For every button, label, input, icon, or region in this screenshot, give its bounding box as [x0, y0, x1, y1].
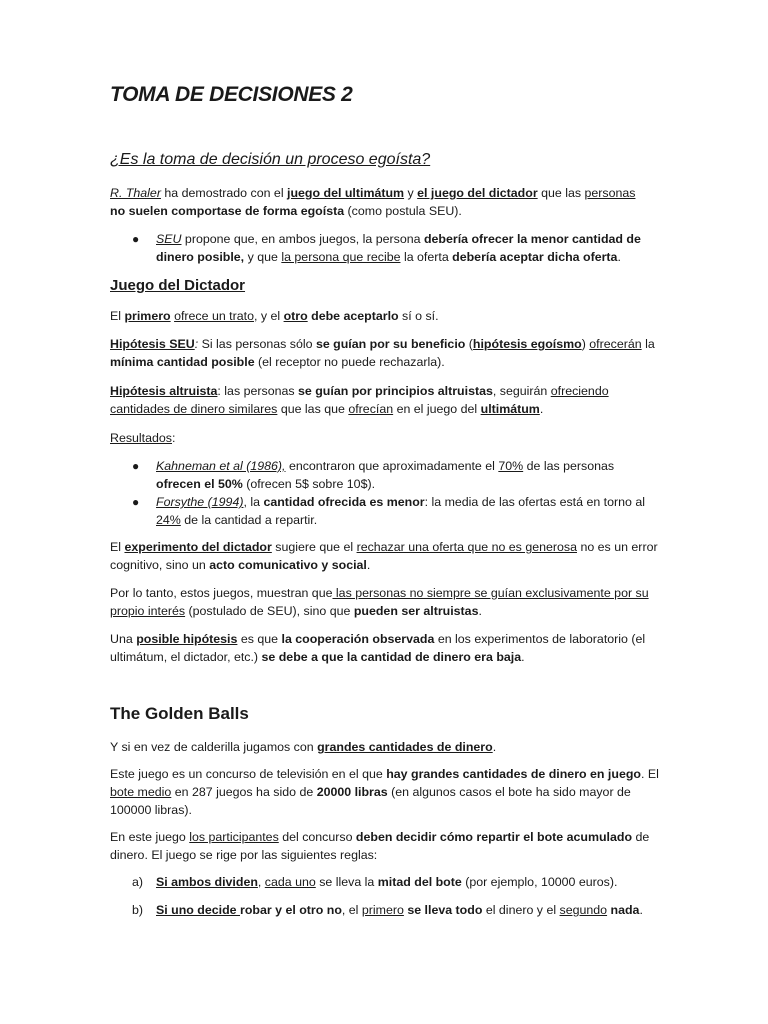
list-item-seu: ● SEU propone que, en ambos juegos, la persona debería ofrecer la menor cantidad de dinero posible, y que la persona que recibe la oferta debería aceptar dicha oferta. [132, 232, 641, 264]
label-resultados: Resultados: [110, 431, 176, 445]
paragraph-calderilla: Y si en vez de calderilla jugamos con grandes cantidades de dinero. [110, 740, 497, 754]
bullet-icon: ● [132, 495, 140, 509]
paragraph-thaler: R. Thaler ha demostrado con el juego del ultimátum y el juego del dictador que las personas no suelen comportase de forma egoísta (como postula SEU). [110, 186, 636, 218]
paragraph-hipotesis-seu: Hipótesis SEU: Si las personas sólo se guían por su beneficio (hipótesis egoísmo) ofrecerán la mínima cantidad posible (el receptor no puede rechazarla). [110, 337, 655, 369]
paragraph-experimento-dictador: El experimento del dictador sugiere que el rechazar una oferta que no es generosa no es un error cognitivo, sino un acto comunicativo y social. [110, 540, 658, 572]
list-item-rule-b: b) Si uno decide robar y el otro no, el primero se lleva todo el dinero y el segundo nada. [132, 903, 643, 917]
paragraph-reglas-intro: En este juego los participantes del concurso deben decidir cómo repartir el bote acumulado de dinero. El juego se rige por las siguientes reglas: [110, 830, 650, 862]
heading-golden-balls: The Golden Balls [110, 704, 249, 723]
paragraph-dictador-rules: El primero ofrece un trato, y el otro debe aceptarlo sí o sí. [110, 309, 439, 323]
paragraph-posible-hipotesis: Una posible hipótesis es que la cooperación observada en los experimentos de laboratorio (el ultimátum, el dictador, etc.) se debe a que la cantidad de dinero era baja. [110, 632, 646, 664]
heading-juego-dictador: Juego del Dictador [110, 277, 246, 294]
paragraph-conclusion: Por lo tanto, estos juegos, muestran que las personas no siempre se guían exclusivamente por su propio interés (postulado de SEU), sino que pueden ser altruistas. [110, 586, 649, 618]
section-subtitle: ¿Es la toma de decisión un proceso egoísta? [110, 151, 431, 168]
list-item-forsythe: ● Forsythe (1994), la cantidad ofrecida es menor: la media de las ofertas está en torno al 24% de la cantidad a repartir. [132, 495, 645, 527]
page-title: TOMA DE DECISIONES 2 [110, 83, 353, 106]
paragraph-concurso: Este juego es un concurso de televisión en el que hay grandes cantidades de dinero en juego. El bote medio en 287 juegos ha sido de 20000 libras (en algunos casos el bote ha sido mayor de 100000 libras). [110, 767, 659, 817]
list-item-kahneman: ● Kahneman et al (1986), encontraron que aproximadamente el 70% de las personas ofrecen el 50% (ofrecen 5$ sobre 10$). [132, 459, 615, 491]
paragraph-hipotesis-altruista: Hipótesis altruista: las personas se guían por principios altruistas, seguirán ofreciendo cantidades de dinero similares que las que ofrecían en el juego del ultimátum. [110, 384, 609, 416]
bullet-icon: ● [132, 459, 140, 473]
bullet-icon: ● [132, 232, 140, 246]
list-item-rule-a: a) Si ambos dividen, cada uno se lleva la mitad del bote (por ejemplo, 10000 euros). [132, 875, 618, 889]
